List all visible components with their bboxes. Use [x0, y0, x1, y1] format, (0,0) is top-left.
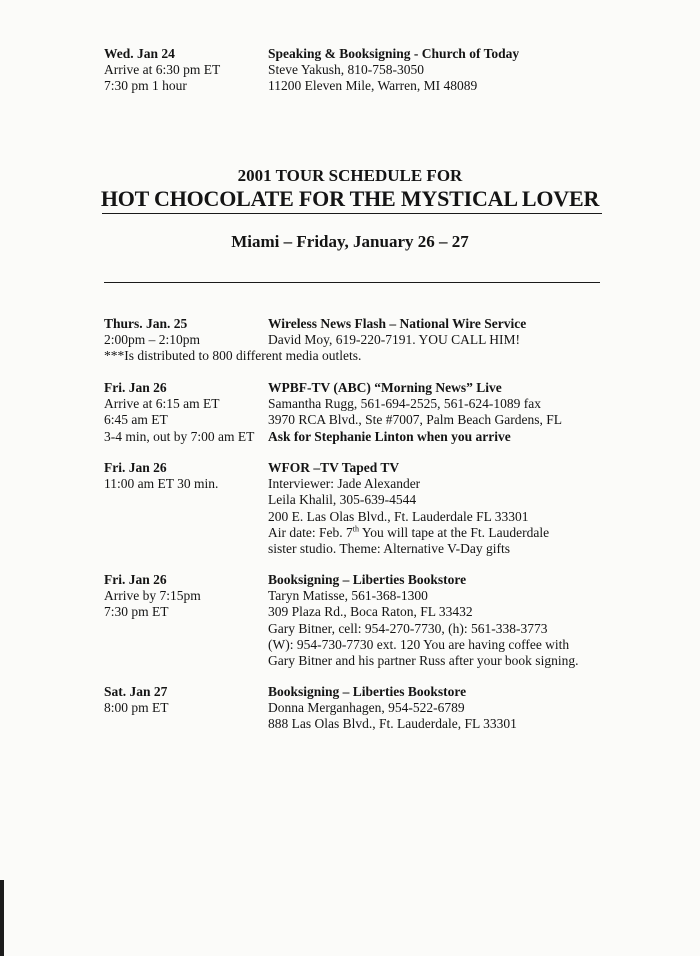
event-line: Gary Bitner and his partner Russ after your book signing.	[268, 653, 579, 669]
air-date-note	[268, 525, 568, 557]
event-line: Donna Merganhagen, 954-522-6789	[268, 700, 465, 716]
event-line: Gary Bitner, cell: 954-270-7730, (h): 561-338-3773	[268, 620, 548, 636]
air-date-sup: th	[352, 524, 359, 534]
event-detail: 11:00 am ET 30 min.	[104, 476, 219, 492]
event-line: 11200 Eleven Mile, Warren, MI 48089	[268, 78, 478, 94]
event-detail: Arrive at 6:15 am ET	[104, 396, 220, 412]
event-line: (W): 954-730-7730 ext. 120 You are having coffee with	[268, 636, 570, 652]
event-detail: 8:00 pm ET	[104, 700, 169, 716]
event-line: Leila Khalil, 305-639-4544	[268, 492, 417, 508]
event-date: Fri. Jan 26	[104, 572, 167, 587]
event-title: Speaking & Booksigning - Church of Today	[268, 46, 520, 61]
book-title: HOT CHOCOLATE FOR THE MYSTICAL LOVER	[100, 186, 600, 211]
event-line: 309 Plaza Rd., Boca Raton, FL 33432	[268, 604, 473, 620]
event-line: David Moy, 619-220-7191. YOU CALL HIM!	[268, 332, 520, 348]
city-subtitle: Miami – Friday, January 26 – 27	[231, 232, 469, 251]
event-detail: 6:45 am ET	[104, 412, 168, 428]
section-divider	[104, 282, 600, 283]
event-note: ***Is distributed to 800 different media outlets.	[104, 348, 362, 363]
event-title: Wireless News Flash – National Wire Service	[268, 316, 527, 331]
event-date: Fri. Jan 26	[104, 460, 167, 475]
event-date: Wed. Jan 24	[104, 46, 175, 61]
event-detail: 3-4 min, out by 7:00 am ET	[104, 428, 255, 444]
event-date: Thurs. Jan. 25	[104, 316, 188, 331]
event-title: WPBF-TV (ABC) “Morning News” Live	[268, 380, 502, 395]
event-title: Booksigning – Liberties Bookstore	[268, 572, 467, 587]
event-detail: Arrive at 6:30 pm ET	[104, 62, 221, 78]
event-title: WFOR –TV Taped TV	[268, 460, 400, 475]
event-date: Fri. Jan 26	[104, 380, 167, 395]
air-date-pre: Air date: Feb. 7	[268, 524, 353, 540]
event-line: Steve Yakush, 810-758-3050	[268, 62, 425, 78]
event-line: 888 Las Olas Blvd., Ft. Lauderdale, FL 33301	[268, 716, 517, 732]
title-underline	[102, 213, 602, 214]
event-line: Samantha Rugg, 561-694-2525, 561-624-1089 fax	[268, 396, 541, 412]
event-detail: Arrive by 7:15pm	[104, 588, 201, 604]
air-date-post: You will tape at the Ft. Lauderdale sister studio. Theme: Alternative V-Day gifts	[268, 524, 550, 557]
tour-heading: 2001 TOUR SCHEDULE FOR	[237, 166, 463, 185]
scan-edge-shadow	[0, 880, 4, 956]
event-line: 3970 RCA Blvd., Ste #7007, Palm Beach Gardens, FL	[268, 412, 562, 428]
event-date: Sat. Jan 27	[104, 684, 168, 699]
event-instruction: Ask for Stephanie Linton when you arrive	[268, 428, 511, 444]
event-detail: 7:30 pm 1 hour	[104, 78, 187, 94]
event-title: Booksigning – Liberties Bookstore	[268, 684, 467, 699]
event-line: Interviewer: Jade Alexander	[268, 476, 421, 492]
event-line: Taryn Matisse, 561-368-1300	[268, 588, 428, 604]
event-detail: 2:00pm – 2:10pm	[104, 332, 201, 348]
event-detail: 7:30 pm ET	[104, 604, 169, 620]
event-line: 200 E. Las Olas Blvd., Ft. Lauderdale FL 33301	[268, 508, 529, 524]
